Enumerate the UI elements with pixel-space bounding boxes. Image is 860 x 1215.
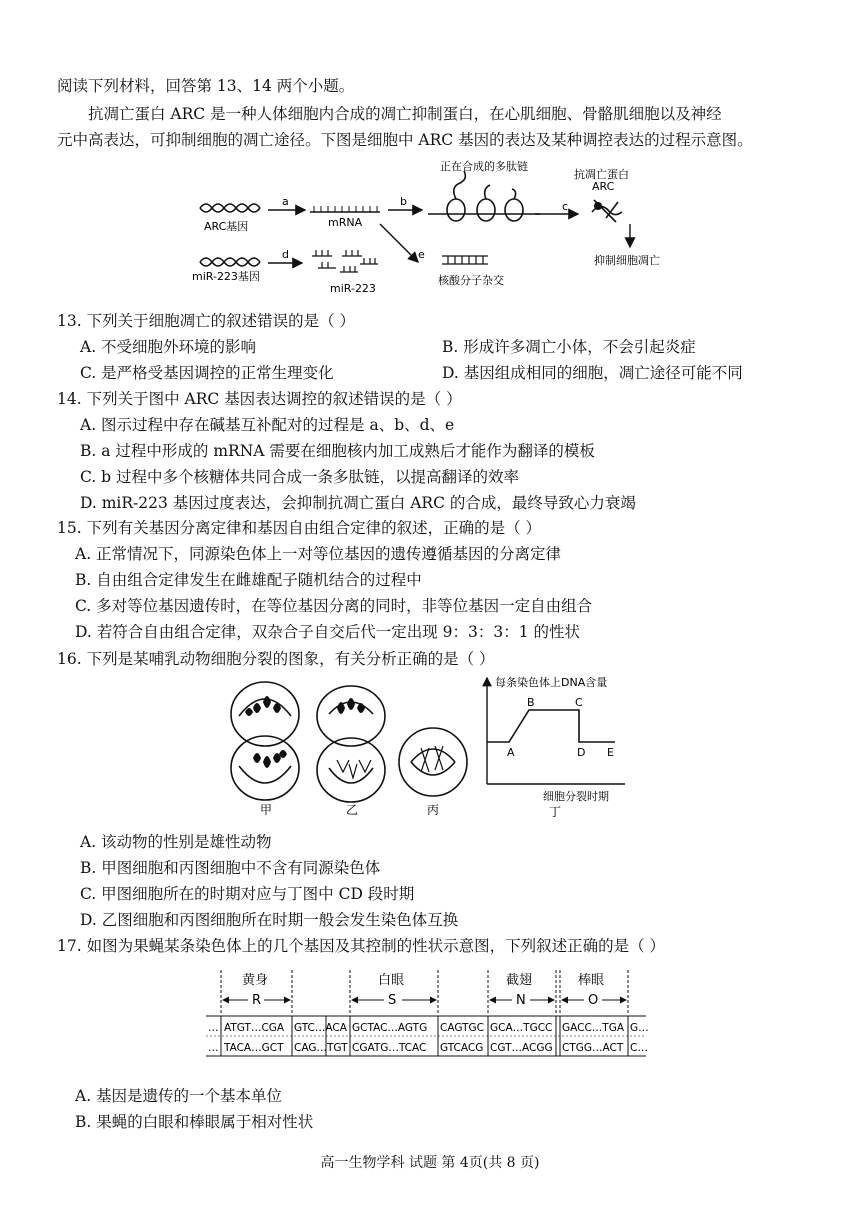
- svg-text:棒眼: 棒眼: [578, 973, 605, 988]
- figure-bing-label: 丙: [427, 803, 440, 817]
- svg-text:CAGTGC: CAGTGC: [440, 1022, 484, 1034]
- q13-option-c: C. 是严格受基因调控的正常生理变化: [80, 364, 334, 382]
- svg-text:O: O: [588, 993, 599, 1008]
- q16-option-c: C. 甲图细胞所在的时期对应与丁图中 CD 段时期: [80, 885, 415, 903]
- figure-ding-label: 丁: [549, 805, 562, 819]
- q17-option-b: B. 果蝇的白眼和棒眼属于相对性状: [75, 1113, 314, 1131]
- material-paragraph-line: 元中高表达，可抑制细胞的凋亡途径。下图是细胞中 ARC 基因的表达及某种调控表达的过程示意图。: [57, 131, 753, 149]
- svg-text:A: A: [507, 746, 515, 759]
- figure-yi-label: 乙: [346, 803, 359, 817]
- gene-sequence-figure: [206, 964, 656, 1060]
- q13-option-a: A. 不受细胞外环境的影响: [80, 338, 257, 356]
- svg-text:ARC: ARC: [592, 180, 615, 193]
- svg-text:CGATG…TCAC: CGATG…TCAC: [352, 1042, 427, 1054]
- q15-option-d: D. 若符合自由组合定律，双杂合子自交后代一定出现 9：3：3：1 的性状: [75, 623, 581, 641]
- svg-text:CTGG…ACT: CTGG…ACT: [562, 1042, 624, 1054]
- q13-option-d: D. 基因组成相同的细胞，凋亡途径可能不同: [442, 364, 743, 382]
- svg-text:S: S: [388, 993, 397, 1008]
- svg-text:e: e: [418, 248, 425, 261]
- mir223-gene-label: miR-223基因: [192, 270, 260, 283]
- svg-text:CGT…ACGG: CGT…ACGG: [490, 1042, 553, 1054]
- inhibit-apoptosis-label: 抑制细胞凋亡: [594, 254, 660, 267]
- graph-ylabel: 每条染色体上DNA含量: [495, 676, 608, 689]
- q14-option-a: A. 图示过程中存在碱基互补配对的过程是 a、b、d、e: [80, 416, 455, 434]
- arc-expression-diagram: [190, 152, 690, 300]
- arc-protein-label: 抗凋亡蛋白: [574, 168, 629, 181]
- q14-option-b: B. a 过程中形成的 mRNA 需要在细胞核内加工成熟后才能作为翻译的模板: [80, 442, 595, 460]
- svg-text:白眼: 白眼: [378, 973, 405, 988]
- svg-text:GCA…TGCC: GCA…TGCC: [490, 1022, 553, 1034]
- q16-stem: 16. 下列是某哺乳动物细胞分裂的图象，有关分析正确的是（ ）: [57, 650, 495, 668]
- cell-division-figure: [225, 672, 635, 822]
- svg-text:c: c: [562, 200, 569, 213]
- svg-text:b: b: [400, 195, 407, 208]
- mrna-label: mRNA: [328, 216, 363, 229]
- svg-text:d: d: [282, 248, 289, 261]
- q14-stem: 14. 下列关于图中 ARC 基因表达调控的叙述错误的是（ ）: [57, 390, 462, 408]
- svg-text:ATGT…CGA: ATGT…CGA: [224, 1022, 285, 1034]
- q16-option-d: D. 乙图细胞和丙图细胞所在时期一般会发生染色体互换: [80, 911, 459, 929]
- q15-option-a: A. 正常情况下，同源染色体上一对等位基因的遗传遵循基因的分离定律: [75, 545, 562, 563]
- svg-text:截翅: 截翅: [506, 973, 533, 988]
- svg-text:D: D: [577, 746, 586, 759]
- polypeptide-label: 正在合成的多肽链: [440, 160, 528, 173]
- q15-option-b: B. 自由组合定律发生在雌雄配子随机结合的过程中: [75, 571, 422, 589]
- svg-text:G…: G…: [630, 1022, 649, 1034]
- svg-text:…: …: [208, 1022, 219, 1034]
- q16-option-b: B. 甲图细胞和丙图细胞中不含有同源染色体: [80, 859, 381, 877]
- hybrid-label: 核酸分子杂交: [438, 274, 504, 287]
- q17-option-a: A. 基因是遗传的一个基本单位: [75, 1087, 283, 1105]
- q16-option-a: A. 该动物的性别是雄性动物: [80, 833, 272, 851]
- q15-stem: 15. 下列有关基因分离定律和基因自由组合定律的叙述，正确的是（ ）: [57, 519, 542, 537]
- svg-text:GACC…TGA: GACC…TGA: [562, 1022, 625, 1034]
- q15-option-c: C. 多对等位基因遗传时，在等位基因分离的同时，非等位基因一定自由组合: [75, 597, 593, 615]
- svg-text:a: a: [282, 195, 289, 208]
- svg-text:GTC…ACA: GTC…ACA: [294, 1022, 347, 1034]
- svg-text:CAG…TGT: CAG…TGT: [294, 1042, 348, 1054]
- page-footer: 高一生物学科 试题 第 4页(共 8 页): [320, 1155, 540, 1171]
- svg-text:黄身: 黄身: [242, 973, 269, 988]
- q14-option-c: C. b 过程中多个核糖体共同合成一条多肽链，以提高翻译的效率: [80, 468, 520, 486]
- svg-text:C: C: [575, 696, 583, 709]
- graph-xlabel: 细胞分裂时期: [543, 790, 609, 803]
- svg-text:GTCACG: GTCACG: [440, 1042, 484, 1054]
- q17-stem: 17. 如图为果蝇某条染色体上的几个基因及其控制的性状示意图，下列叙述正确的是（ ）: [57, 937, 666, 955]
- svg-text:E: E: [607, 746, 614, 759]
- svg-text:TACA…GCT: TACA…GCT: [224, 1042, 284, 1054]
- svg-text:B: B: [527, 696, 535, 709]
- q13-option-b: B. 形成许多凋亡小体，不会引起炎症: [442, 338, 696, 356]
- svg-text:N: N: [516, 993, 526, 1008]
- q14-option-d: D. miR-223 基因过度表达，会抑制抗凋亡蛋白 ARC 的合成，最终导致心力衰竭: [80, 494, 636, 512]
- material-paragraph-line: 抗凋亡蛋白 ARC 是一种人体细胞内合成的凋亡抑制蛋白，在心肌细胞、骨骼肌细胞以及神经: [88, 105, 722, 123]
- svg-text:R: R: [252, 993, 262, 1008]
- svg-text:C…: C…: [630, 1042, 648, 1054]
- svg-text:GCTAC…AGTG: GCTAC…AGTG: [352, 1022, 428, 1034]
- arc-gene-label: ARC基因: [204, 220, 249, 233]
- figure-jia-label: 甲: [260, 803, 273, 817]
- mir223-label: miR-223: [330, 282, 376, 295]
- material-intro: 阅读下列材料，回答第 13、14 两个小题。: [57, 77, 355, 95]
- q13-stem: 13. 下列关于细胞凋亡的叙述错误的是（ ）: [57, 312, 356, 330]
- svg-text:…: …: [208, 1042, 219, 1054]
